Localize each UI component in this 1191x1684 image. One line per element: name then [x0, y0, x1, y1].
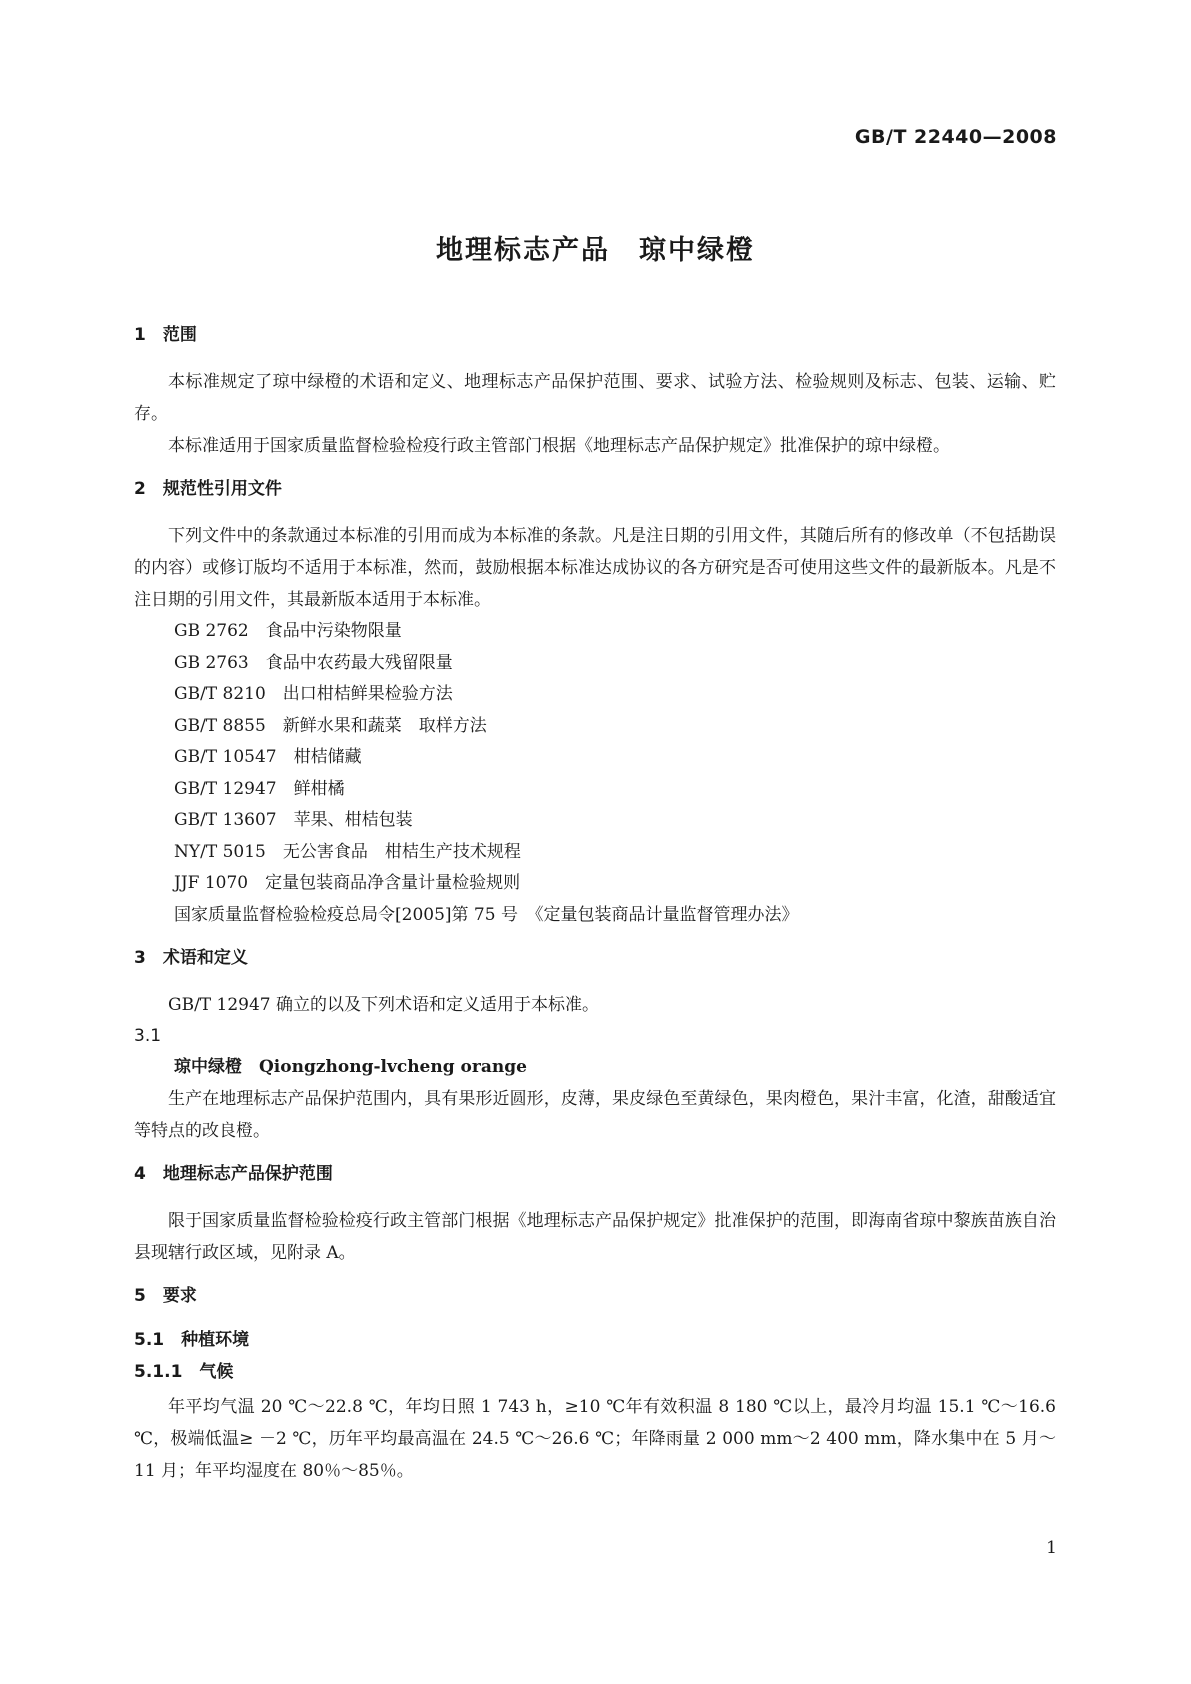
paragraph: 本标准规定了琼中绿橙的术语和定义、地理标志产品保护范围、要求、试验方法、检验规则及标志、包装、运输、贮存。: [134, 372, 1056, 424]
section-heading-3: 3 术语和定义: [134, 948, 248, 968]
section-heading-5: 5 要求: [134, 1286, 197, 1306]
document-body: [134, 322, 1056, 1487]
paragraph: 年平均气温 20 ℃～22.8 ℃，年均日照 1 743 h，≥10 ℃年有效积温 8 180 ℃以上，最冷月均温 15.1 ℃～16.6 ℃，极端低温≥ －2 ℃，历年平均最高温在 24.5 ℃～26.6 ℃；年降雨量 2 000 mm～2 400 mm，降水集中在 5 月～11 月；年平均湿度在 80％～85％。: [134, 1397, 1056, 1481]
reference-item: GB 2763 食品中农药最大残留限量: [174, 652, 453, 673]
subsection-heading: 5.1 种植环境: [134, 1330, 250, 1350]
reference-item: GB/T 8210 出口柑桔鲜果检验方法: [174, 684, 453, 704]
reference-item: NY/T 5015 无公害食品 柑桔生产技术规程: [174, 841, 521, 862]
section-heading-1: 1 范围: [134, 325, 197, 345]
paragraph: GB/T 12947 确立的以及下列术语和定义适用于本标准。: [168, 995, 600, 1015]
term-definition: 生产在地理标志产品保护范围内，具有果形近圆形，皮薄，果皮绿色至黄绿色，果肉橙色，果汁丰富，化渣，甜酸适宜等特点的改良橙。: [134, 1089, 1056, 1141]
term-name: 琼中绿橙 Qiongzhong-lvcheng orange: [174, 1057, 527, 1077]
reference-item: GB 2762 食品中污染物限量: [174, 621, 402, 641]
paragraph: 下列文件中的条款通过本标准的引用而成为本标准的条款。凡是注日期的引用文件，其随后所有的修改单（不包括勘误的内容）或修订版均不适用于本标准，然而，鼓励根据本标准达成协议的各方研究是否可使用这些文件的最新版本。凡是不注日期的引用文件，其最新版本适用于本标准。: [134, 526, 1056, 610]
paragraph: 限于国家质量监督检验检疫行政主管部门根据《地理标志产品保护规定》批准保护的范围，即海南省琼中黎族苗族自治县现辖行政区域，见附录 A。: [134, 1211, 1056, 1263]
page-number: 1: [1046, 1538, 1057, 1558]
reference-item: GB/T 10547 柑桔储藏: [174, 747, 362, 767]
reference-item: GB/T 8855 新鲜水果和蔬菜 取样方法: [174, 715, 487, 736]
subsubsection-heading: 5.1.1 气候: [134, 1362, 234, 1382]
standard-code: GB/T 22440—2008: [854, 126, 1057, 148]
document-title: 地理标志产品 琼中绿橙: [436, 235, 755, 266]
reference-item: GB/T 12947 鲜柑橘: [174, 778, 345, 799]
reference-item: GB/T 13607 苹果、柑桔包装: [174, 810, 413, 830]
paragraph: 本标准适用于国家质量监督检验检疫行政主管部门根据《地理标志产品保护规定》批准保护的琼中绿橙。: [168, 436, 950, 456]
section-heading-2: 2 规范性引用文件: [134, 479, 282, 499]
term-number: 3.1: [134, 1026, 162, 1046]
reference-item: 国家质量监督检验检疫总局令[2005]第 75 号 《定量包装商品计量监督管理办法》: [174, 904, 799, 925]
reference-item: JJF 1070 定量包装商品净含量计量检验规则: [174, 873, 521, 893]
section-heading-4: 4 地理标志产品保护范围: [134, 1164, 333, 1184]
